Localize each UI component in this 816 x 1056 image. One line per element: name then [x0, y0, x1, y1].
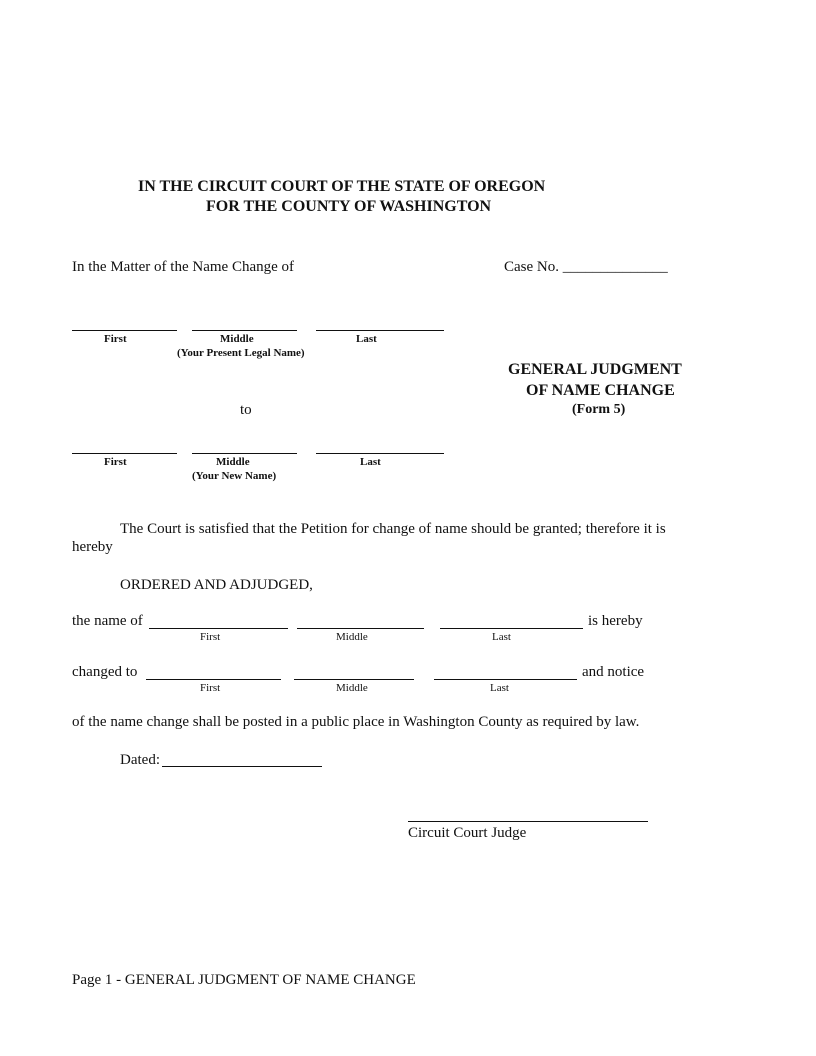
case-number-field[interactable]: Case No. ______________	[504, 259, 668, 275]
name-of-last-label: Last	[492, 631, 511, 643]
changed-to-middle-field[interactable]	[294, 679, 414, 680]
name-of-last-field[interactable]	[440, 628, 583, 629]
ordered-text: ORDERED AND ADJUDGED,	[120, 577, 313, 593]
changed-to-first-label: First	[200, 682, 221, 694]
changed-to-last-field[interactable]	[434, 679, 577, 680]
new-first-name-field[interactable]	[72, 453, 177, 454]
new-last-label: Last	[360, 456, 381, 468]
dated-label: Dated:	[120, 752, 160, 768]
petition-paragraph-line2: hereby	[72, 539, 113, 555]
notice-text: of the name change shall be posted in a public place in Washington County as required by law.	[72, 714, 640, 730]
new-middle-label: Middle	[216, 456, 250, 468]
new-first-label: First	[104, 456, 127, 468]
form-title-line2: OF NAME CHANGE	[526, 382, 675, 399]
changed-to-prefix: changed to	[72, 664, 138, 680]
form-number: (Form 5)	[572, 402, 626, 417]
dated-field[interactable]	[162, 766, 322, 767]
present-last-label: Last	[356, 333, 377, 345]
present-middle-name-field[interactable]	[192, 330, 297, 331]
new-last-name-field[interactable]	[316, 453, 444, 454]
court-title-line1: IN THE CIRCUIT COURT OF THE STATE OF OREGON	[138, 178, 546, 195]
present-name-caption: (Your Present Legal Name)	[177, 347, 305, 359]
name-of-middle-label: Middle	[336, 631, 368, 643]
matter-text: In the Matter of the Name Change of	[72, 259, 295, 275]
page-footer: Page 1 - GENERAL JUDGMENT OF NAME CHANGE	[72, 972, 416, 988]
name-of-prefix: the name of	[72, 613, 143, 629]
petition-paragraph-line1: The Court is satisfied that the Petition for change of name should be granted; therefore it is	[120, 521, 666, 537]
name-of-suffix: is hereby	[588, 613, 643, 629]
new-middle-name-field[interactable]	[192, 453, 297, 454]
present-middle-label: Middle	[220, 333, 254, 345]
changed-to-last-label: Last	[490, 682, 509, 694]
new-name-caption: (Your New Name)	[192, 470, 277, 482]
changed-to-suffix: and notice	[582, 664, 645, 680]
changed-to-middle-label: Middle	[336, 682, 368, 694]
form-title-line1: GENERAL JUDGMENT	[508, 361, 682, 378]
present-first-name-field[interactable]	[72, 330, 177, 331]
changed-to-first-field[interactable]	[146, 679, 281, 680]
name-of-first-label: First	[200, 631, 221, 643]
name-of-middle-field[interactable]	[297, 628, 424, 629]
court-title-line2: FOR THE COUNTY OF WASHINGTON	[206, 198, 492, 215]
judge-signature-line[interactable]	[408, 821, 648, 822]
judge-signature-label: Circuit Court Judge	[408, 825, 527, 841]
to-text: to	[240, 402, 252, 418]
present-first-label: First	[104, 333, 127, 345]
present-last-name-field[interactable]	[316, 330, 444, 331]
name-of-first-field[interactable]	[149, 628, 288, 629]
